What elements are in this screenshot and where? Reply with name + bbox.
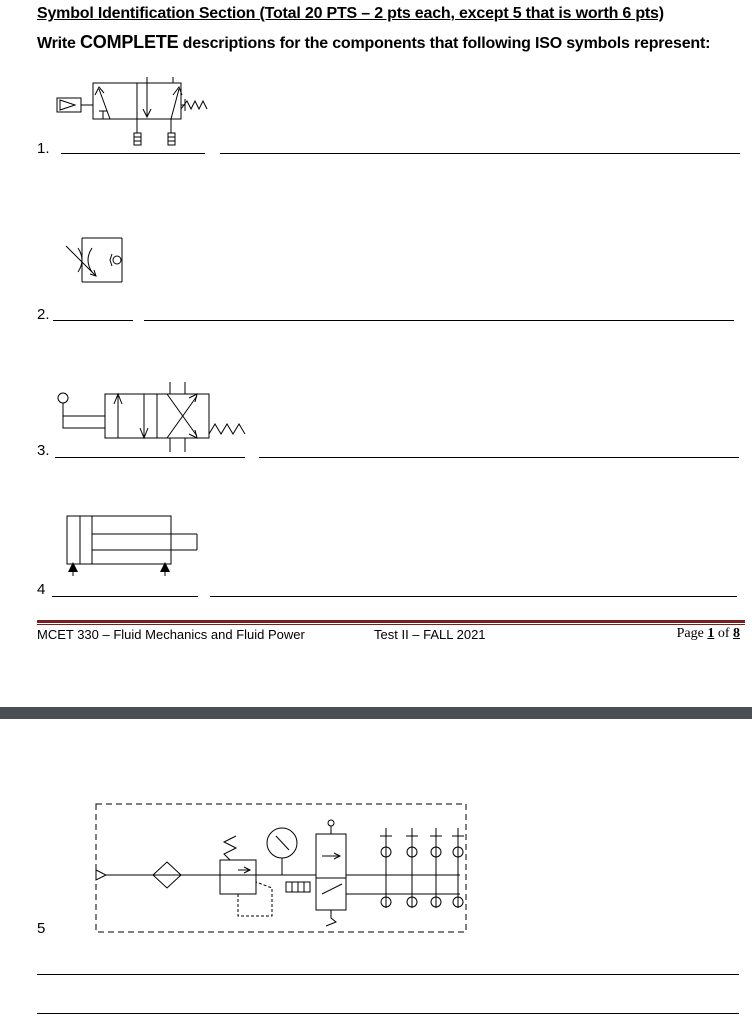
symbol-flow-control-check — [60, 230, 140, 290]
footer-course: MCET 330 – Fluid Mechanics and Fluid Power — [37, 627, 305, 642]
question-1-answer-short[interactable] — [61, 153, 205, 154]
symbol-3-2-valve — [55, 75, 215, 155]
instruction-emphasis: COMPLETE — [79, 32, 179, 52]
question-5-label: 5 — [37, 920, 46, 937]
symbol-4-2-valve-lever — [55, 378, 255, 458]
page-total: 8 — [733, 626, 740, 641]
instruction-prefix: Write — [37, 35, 80, 52]
question-2-answer-long[interactable] — [144, 320, 734, 321]
footer-rule — [37, 620, 745, 623]
footer-test: Test II – FALL 2021 — [374, 627, 486, 642]
symbol-frl-unit — [90, 798, 470, 938]
section-title: Symbol Identification Section (Total 20 PTS – 2 pts each, except 5 that is worth 6 pts) — [37, 5, 664, 22]
question-3-answer-short[interactable] — [55, 457, 245, 458]
question-3-label: 3. — [37, 442, 50, 459]
question-2-answer-short[interactable] — [53, 320, 133, 321]
question-4-answer-long[interactable] — [210, 596, 737, 597]
question-5-answer-line-1[interactable] — [37, 974, 739, 975]
page-prefix: Page — [676, 626, 708, 641]
footer-rule-thin — [37, 624, 745, 625]
question-1-answer-long[interactable] — [220, 153, 740, 154]
page-current: 1 — [707, 626, 715, 641]
question-5-answer-line-2[interactable] — [37, 1013, 739, 1014]
instructions — [37, 32, 710, 53]
question-2-label: 2. — [37, 306, 50, 323]
question-4-answer-short[interactable] — [52, 596, 198, 597]
question-3-answer-long[interactable] — [259, 457, 739, 458]
question-4-label: 4 — [37, 581, 46, 598]
page-of: of — [714, 626, 733, 641]
footer-page-number — [677, 626, 740, 642]
symbol-double-acting-cylinder — [55, 510, 205, 580]
page-separator — [0, 707, 752, 719]
question-1-label: 1. — [37, 140, 50, 157]
instruction-suffix: descriptions for the components that following ISO symbols represent: — [178, 35, 711, 52]
